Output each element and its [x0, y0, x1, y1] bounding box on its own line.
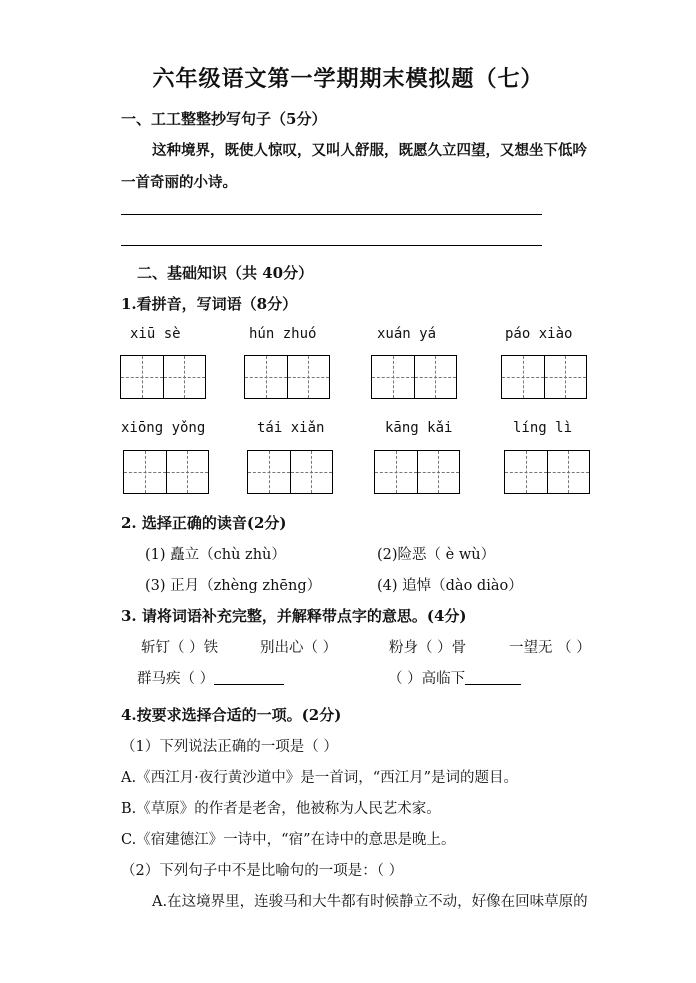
tianzi-grid[interactable] [244, 355, 330, 399]
pinyin-label: xiōng yǒng [121, 420, 206, 436]
pinyin-label: líng lì [513, 420, 573, 436]
pinyin-label: hún zhuó [249, 326, 317, 342]
q2-item: (2)险恶（ è wù） [377, 547, 496, 563]
tianzi-grid[interactable] [120, 355, 206, 399]
q3-item: 一望无 （ ） [509, 640, 591, 656]
q4-subquestion: （1）下列说法正确的一项是（ ） [121, 739, 338, 755]
q4-option: A.《西江月·夜行黄沙道中》是一首词，“西江月”是词的题目。 [121, 770, 519, 786]
writing-line-1[interactable] [121, 214, 542, 215]
tianzi-grid[interactable] [371, 355, 457, 399]
q3-heading: 3. 请将词语补充完整，并解释带点字的意思。(4分) [121, 607, 467, 625]
q4-option: A.在这境界里，连骏马和大牛都有时候静立不动，好像在回味草原的 [152, 894, 588, 910]
tianzi-grid[interactable] [501, 355, 587, 399]
copy-sentence-line1: 这种境界，既使人惊叹，又叫人舒服，既愿久立四望，又想坐下低吟 [152, 142, 587, 159]
tianzi-grid[interactable] [123, 450, 209, 494]
q3-item: （ ）高临下 [388, 667, 521, 688]
q1-heading: 1.看拼音，写词语（8分） [121, 295, 298, 313]
pinyin-label: xiū sè [130, 326, 181, 342]
q2-item: (1) 矗立（chù zhù） [145, 547, 286, 563]
writing-line-2[interactable] [121, 245, 542, 246]
tianzi-grid[interactable] [247, 450, 333, 494]
tianzi-grid[interactable] [504, 450, 590, 494]
q4-subquestion: （2）下列句子中不是比喻句的一项是：（ ） [121, 863, 404, 879]
q2-heading: 2. 选择正确的读音(2分) [121, 514, 287, 532]
q3-item: 斩钉（ ）铁 [141, 640, 219, 656]
tianzi-grid[interactable] [374, 450, 460, 494]
answer-blank[interactable] [214, 670, 284, 685]
pinyin-label: kāng kǎi [385, 420, 453, 436]
q4-option: C.《宿建德江》一诗中，“宿”在诗中的意思是晚上。 [121, 832, 456, 848]
section1-heading: 一、工工整整抄写句子（5分） [121, 110, 327, 128]
q3-item: 别出心（ ） [260, 640, 338, 656]
pinyin-label: páo xiào [505, 326, 573, 342]
q4-heading: 4.按要求选择合适的一项。(2分) [121, 706, 342, 724]
q4-option: B.《草原》的作者是老舍，他被称为人民艺术家。 [121, 801, 441, 817]
section2-heading: 二、基础知识（共 40分） [137, 264, 314, 282]
copy-sentence-line2: 一首奇丽的小诗。 [121, 174, 237, 191]
pinyin-label: xuán yá [377, 326, 437, 342]
answer-blank[interactable] [465, 670, 521, 685]
q2-item: (4) 追悼（dào diào） [377, 578, 523, 594]
q3-item: 粉身（ ）骨 [389, 640, 467, 656]
q3-item: 群马疾（ ） [137, 667, 284, 688]
pinyin-label: tái xiǎn [257, 420, 325, 436]
q2-item: (3) 正月（zhèng zhēng） [145, 578, 322, 594]
page-title: 六年级语文第一学期期末模拟题（七） [152, 66, 544, 92]
